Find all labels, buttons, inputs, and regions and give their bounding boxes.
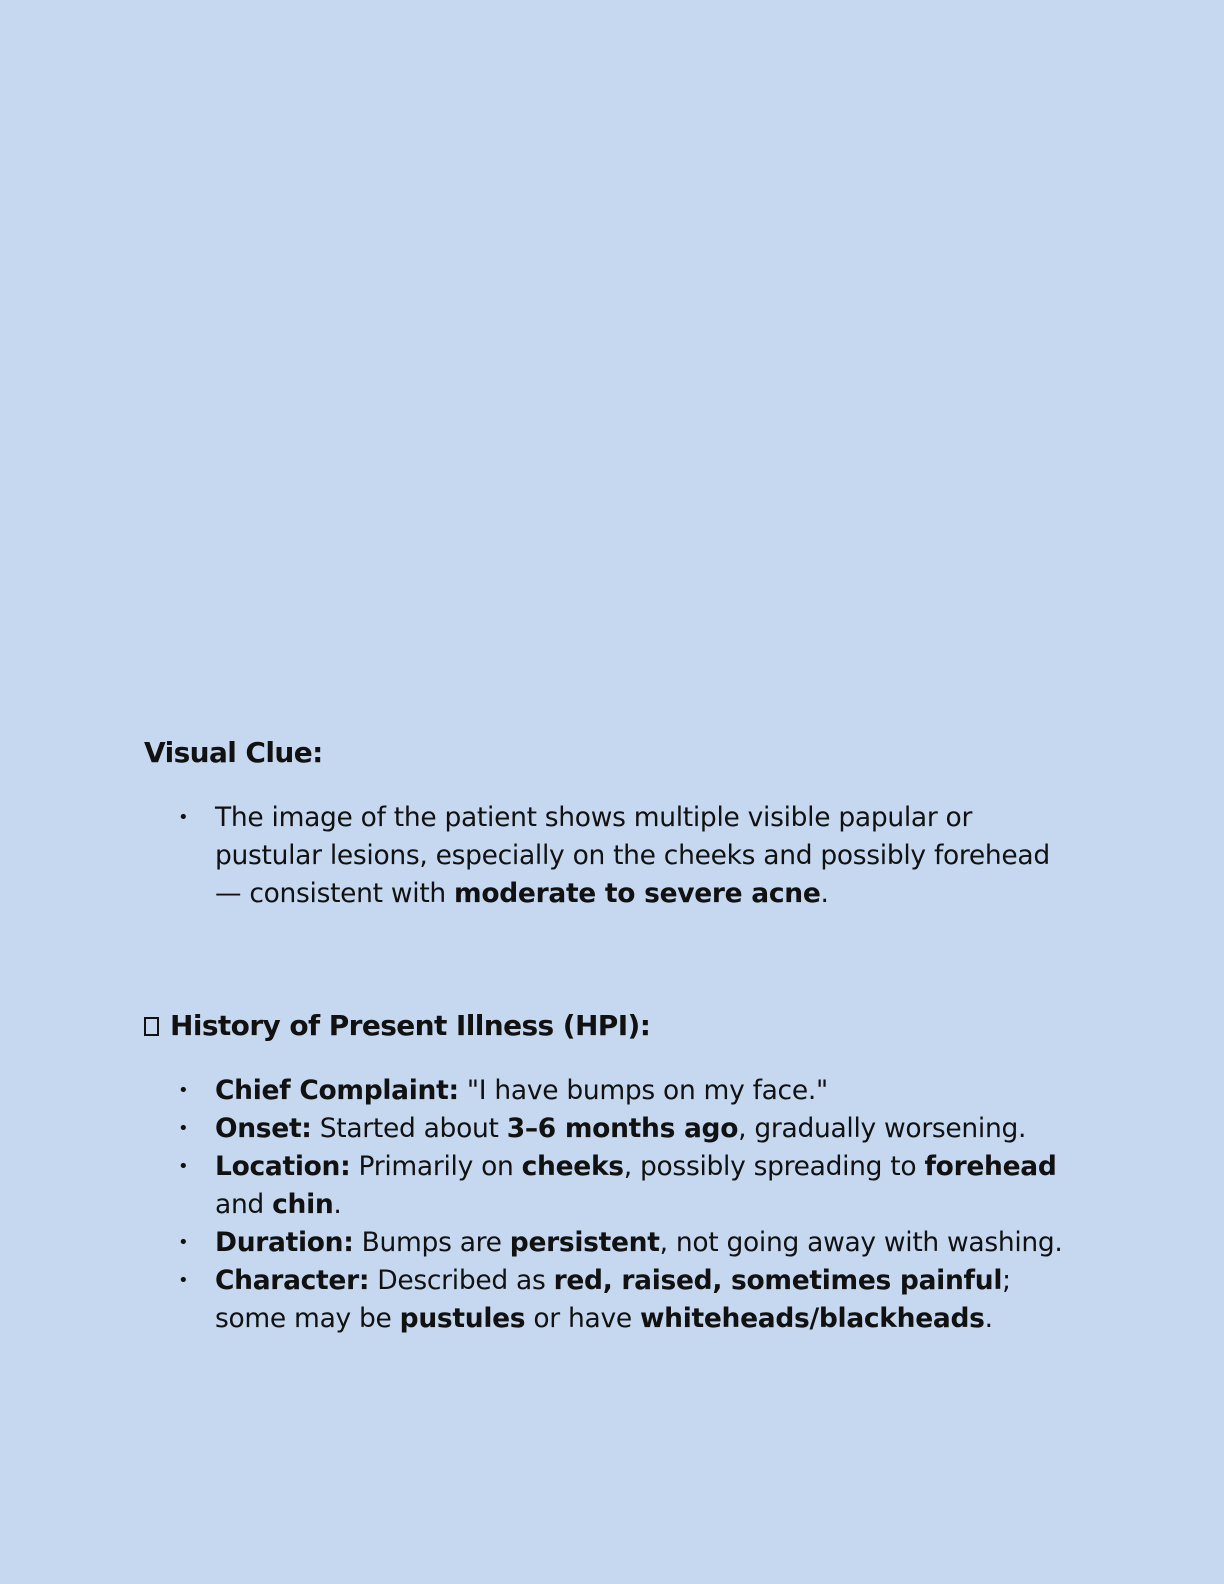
bold-text: Chief Complaint: [215,1075,459,1106]
text-run: Started about [311,1113,507,1144]
text-run: and [215,1189,273,1220]
text-run: Bumps are [353,1227,510,1258]
bold-text: red, raised, sometimes painful [553,1265,1003,1296]
bold-text: moderate to severe acne [454,878,821,909]
bold-text: pustules [399,1303,526,1334]
text-run: The image of the patient shows multiple visible papular or pustular lesions, especially on the cheeks and possibly forehead — consistent with [215,802,1050,909]
list-item [178,1110,1074,1148]
hpi-heading: History of Present Illness (HPI): [144,1006,1074,1046]
bold-text: chin [272,1189,334,1220]
text-run: , gradually worsening. [738,1113,1027,1144]
bullet-icon: • [178,1232,189,1253]
bold-text: forehead [924,1151,1057,1182]
text-run: . [984,1303,993,1334]
text-run: , possibly spreading to [623,1151,925,1182]
bullet-icon: • [178,1270,189,1291]
text-run: "I have bumps on my face." [458,1075,828,1106]
bold-text: cheeks [521,1151,624,1182]
bullet-icon: • [178,1080,189,1101]
list-item [178,1148,1074,1224]
bullet-icon: • [178,1156,189,1177]
document-body [144,733,1074,1338]
text-run: , not going away with washing. [659,1227,1063,1258]
bold-text: Onset: [215,1113,312,1144]
list-item [178,1224,1074,1262]
bold-text: persistent [509,1227,660,1258]
text-run: . [820,878,829,909]
bullet-icon: • [178,807,189,828]
visual-clue-list [144,799,1074,913]
text-run: Described as [369,1265,554,1296]
text-run: . [333,1189,342,1220]
text-run: ; some may be [215,1265,1011,1334]
bullet-icon: • [178,1118,189,1139]
bold-text: Character: [215,1265,370,1296]
text-run: or have [525,1303,640,1334]
list-item [178,1072,1074,1110]
list-item [178,1262,1074,1338]
bold-text: Location: [215,1151,351,1182]
text-run: Primarily on [350,1151,522,1182]
box-icon [144,1017,159,1036]
bold-text: Duration: [215,1227,354,1258]
bold-text: 3–6 months ago [506,1113,739,1144]
list-item [178,799,1074,913]
visual-clue-heading: Visual Clue: [144,736,323,769]
hpi-list [144,1072,1074,1338]
bold-text: whiteheads/blackheads [639,1303,985,1334]
